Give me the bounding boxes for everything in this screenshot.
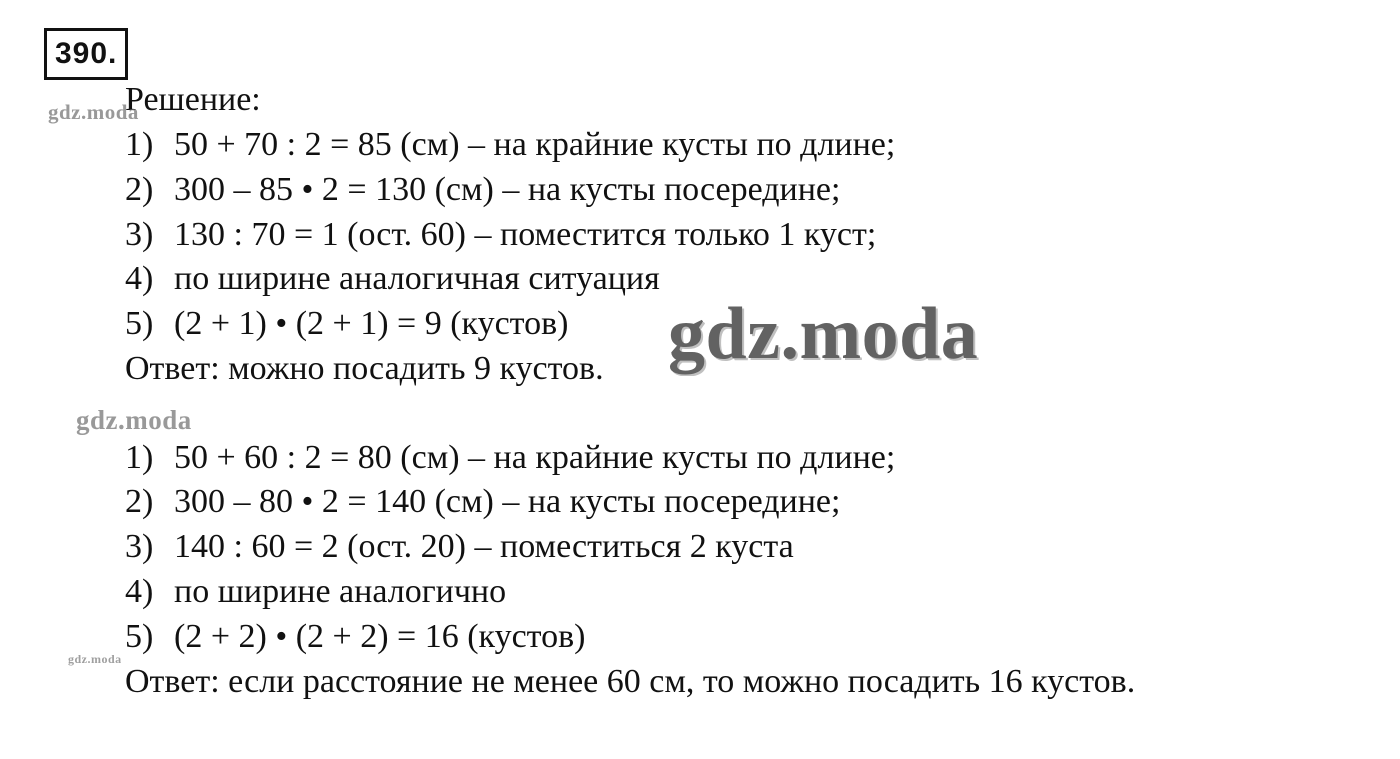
part1-step-5 [125, 304, 568, 344]
step-text: 300 – 85 • 2 = 130 (см) – на кусты посередине; [174, 171, 841, 208]
watermark-small: gdz.moda [48, 100, 139, 124]
task-number: 390. [44, 28, 128, 80]
part2-step-5 [125, 617, 585, 657]
step-text: по ширине аналогичная ситуация [174, 260, 660, 297]
step-text: по ширине аналогично [174, 573, 507, 610]
part2-step-4 [125, 572, 506, 612]
step-text: 300 – 80 • 2 = 140 (см) – на кусты посередине; [174, 483, 841, 520]
step-number: 4) [125, 260, 154, 297]
step-text: (2 + 2) • (2 + 2) = 16 (кустов) [174, 618, 586, 655]
step-text: (2 + 1) • (2 + 1) = 9 (кустов) [174, 305, 569, 342]
step-number: 2) [125, 171, 154, 208]
step-text: 140 : 60 = 2 (ост. 20) – поместиться 2 куста [174, 528, 794, 565]
step-number: 5) [125, 618, 154, 655]
step-number: 1) [125, 126, 154, 163]
watermark-medium: gdz.moda [76, 405, 192, 435]
part2-step-3 [125, 527, 794, 567]
part2-step-2 [125, 482, 840, 522]
step-text: 50 + 60 : 2 = 80 (см) – на крайние кусты по длине; [174, 439, 896, 476]
part1-step-1 [125, 125, 895, 165]
part2-answer: Ответ: если расстояние не менее 60 см, то можно посадить 16 кустов. [125, 663, 1136, 700]
watermark-tiny: gdz.moda [68, 652, 122, 666]
solution-label: Решение: [125, 81, 261, 118]
step-number: 2) [125, 483, 154, 520]
step-number: 4) [125, 573, 154, 610]
part1-step-2 [125, 170, 840, 210]
part1-step-3 [125, 215, 876, 255]
step-number: 5) [125, 305, 154, 342]
part1-answer: Ответ: можно посадить 9 кустов. [125, 350, 604, 387]
step-number: 3) [125, 216, 154, 253]
part1-step-4 [125, 259, 660, 299]
step-text: 130 : 70 = 1 (ост. 60) – поместится только 1 куст; [174, 216, 877, 253]
step-number: 1) [125, 439, 154, 476]
part2-step-1 [125, 438, 895, 478]
step-text: 50 + 70 : 2 = 85 (см) – на крайние кусты по длине; [174, 126, 896, 163]
step-number: 3) [125, 528, 154, 565]
watermark-large: gdz.moda [668, 293, 979, 375]
